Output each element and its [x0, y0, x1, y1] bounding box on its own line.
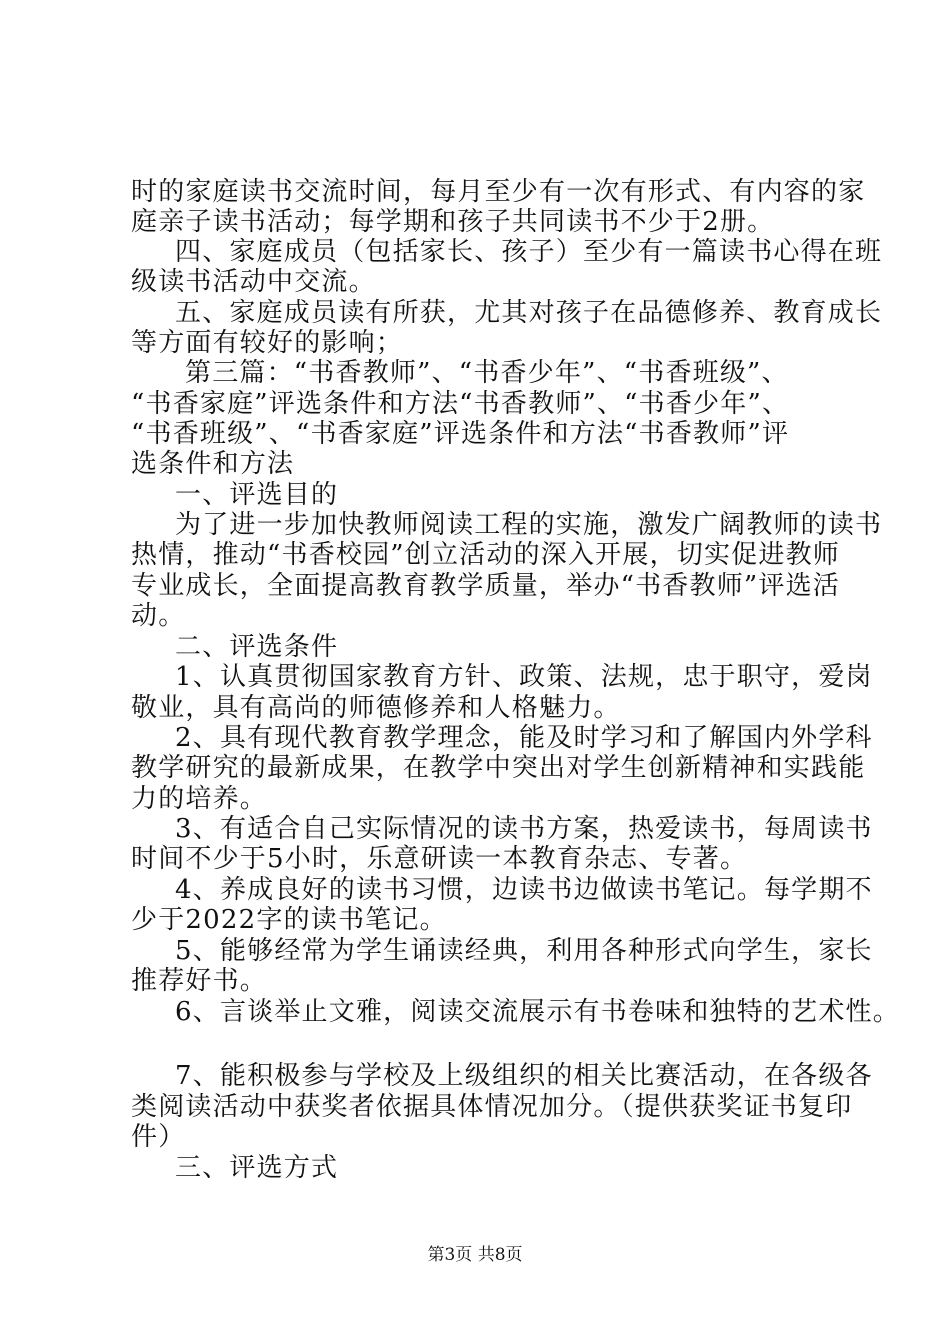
- text-line: 教学研究的最新成果，在教学中突出对学生创新精神和实践能: [131, 753, 866, 783]
- page-number-footer: 第3页 共8页: [427, 1245, 523, 1265]
- text-line: 5、能够经常为学生诵读经典，利用各种形式向学生，家长: [175, 936, 873, 966]
- text-line: 为了进一步加快教师阅读工程的实施，激发广阔教师的读书: [175, 510, 883, 540]
- text-line: 庭亲子读书活动；每学期和孩子共同读书不少于2册。: [131, 207, 775, 237]
- text-line: 专业成长，全面提高教育教学质量，举办“书香教师”评选活: [131, 571, 840, 601]
- text-line: “书香家庭”评选条件和方法“书香教师”、“书香少年”、: [131, 389, 790, 419]
- text-line: 类阅读活动中获奖者依据具体情况加分。（提供获奖证书复印: [131, 1092, 853, 1122]
- text-line: 2、具有现代教育教学理念，能及时学习和了解国内外学科: [175, 723, 873, 753]
- text-line: 第三篇：“书香教师”、“书香少年”、“书香班级”、: [185, 358, 789, 388]
- text-line: 选条件和方法: [131, 449, 295, 479]
- text-line: 少于2022字的读书笔记。: [131, 905, 447, 935]
- text-line: 级读书活动中交流。: [131, 267, 376, 297]
- text-line: 动。: [131, 601, 186, 631]
- text-line: 件）: [131, 1122, 186, 1152]
- text-line: 热情，推动“书香校园”创立活动的深入开展，切实促进教师: [131, 540, 840, 570]
- section-heading: 二、评选条件: [175, 632, 339, 662]
- section-heading: 一、评选目的: [175, 480, 339, 510]
- text-line: 时间不少于5小时，乐意研读一本教育杂志、专著。: [131, 844, 748, 874]
- text-line: “书香班级”、“书香家庭”评选条件和方法“书香教师”评: [131, 419, 790, 449]
- text-line: 6、言谈举止文雅，阅读交流展示有书卷味和独特的艺术性。: [175, 997, 900, 1027]
- text-line: 3、有适合自己实际情况的读书方案，热爱读书，每周读书: [175, 814, 873, 844]
- section-heading: 三、评选方式: [175, 1153, 339, 1183]
- text-line: 4、养成良好的读书习惯，边读书边做读书笔记。每学期不: [175, 875, 873, 905]
- text-line: 1、认真贯彻国家教育方针、政策、法规，忠于职守，爱岗: [175, 662, 873, 692]
- text-line: 五、家庭成员读有所获，尤其对孩子在品德修养、教育成长: [175, 298, 883, 328]
- text-line: 时的家庭读书交流时间，每月至少有一次有形式、有内容的家: [131, 177, 866, 207]
- text-line: 等方面有较好的影响；: [131, 328, 404, 358]
- text-line: 四、家庭成员（包括家长、孩子）至少有一篇读书心得在班: [175, 237, 883, 267]
- text-line: 力的培养。: [131, 784, 268, 814]
- text-line: 推荐好书。: [131, 966, 268, 996]
- text-line: 7、能积极参与学校及上级组织的相关比赛活动，在各级各: [175, 1061, 873, 1091]
- text-line: 敬业，具有高尚的师德修养和人格魅力。: [131, 693, 621, 723]
